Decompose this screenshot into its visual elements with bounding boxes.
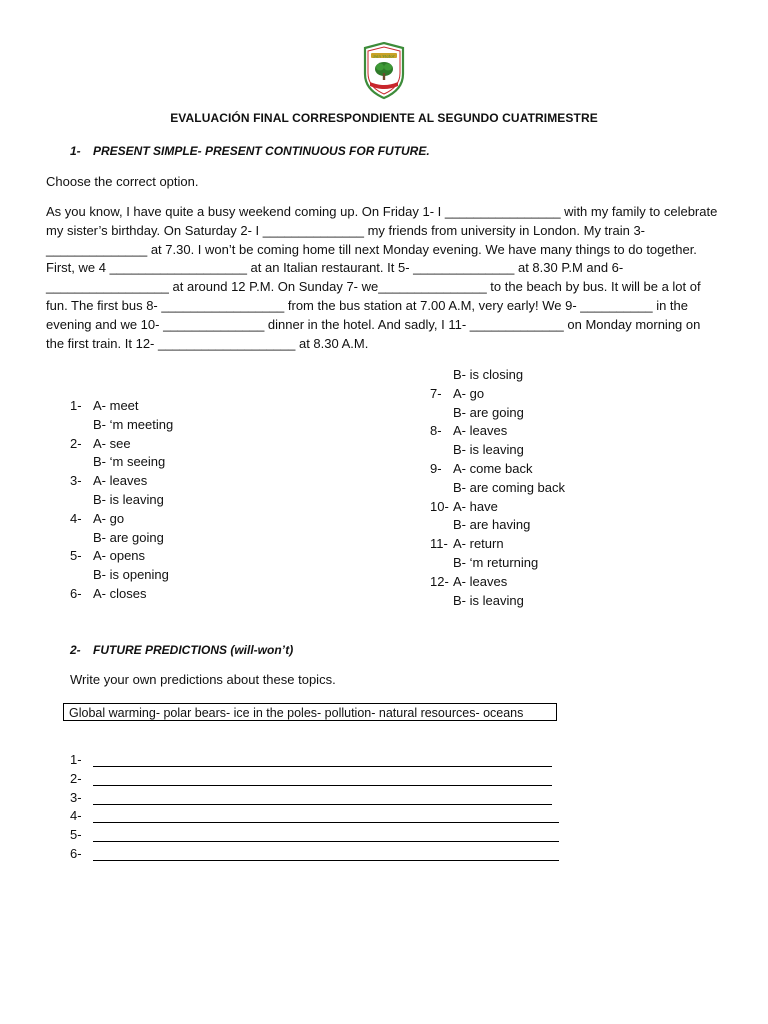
option-text: B- is opening: [93, 567, 169, 583]
answer-rule[interactable]: [93, 804, 552, 805]
option-text: B- is leaving: [453, 442, 524, 458]
option-number: 1-: [70, 398, 82, 413]
option-text: A- leaves: [453, 423, 508, 439]
fill-in-paragraph: [46, 203, 722, 353]
paragraph-line: _________________ at around 12 P.M. On Sunday 7- we_______________ to the beach by bus. It will be a lot of: [46, 279, 701, 295]
paragraph-line: fun. The first bus 8- _________________ from the bus station at 7.00 A.M, very early! We 9- __________ in the: [46, 297, 688, 313]
option-text: A- have: [453, 498, 498, 514]
option-number: 7-: [430, 385, 442, 401]
option-item: [430, 460, 650, 479]
option-item: [430, 479, 650, 498]
option-number: 11-: [430, 536, 448, 552]
section-2-number: 2-: [70, 643, 81, 657]
option-item: [70, 566, 270, 585]
option-item: [70, 416, 270, 435]
option-item: [70, 510, 270, 529]
exam-title: EVALUACIÓN FINAL CORRESPONDIENTE AL SEGUNDO CUATRIMESTRE: [170, 111, 598, 125]
options-column-left: [70, 397, 270, 604]
option-text: A- leaves: [453, 573, 508, 589]
option-item: [70, 435, 270, 454]
section-2-title: FUTURE PREDICTIONS (will-won’t): [93, 643, 294, 657]
school-crest-icon: [361, 42, 407, 100]
option-number: 12-: [430, 573, 449, 589]
option-text: B- is leaving: [453, 592, 524, 608]
section-1-heading: [70, 144, 430, 158]
section-2-instruction: Write your own predictions about these topics.: [70, 672, 336, 687]
option-item: [430, 385, 650, 404]
option-text: A- closes: [93, 585, 147, 601]
option-number: 2-: [70, 435, 82, 451]
option-number: 8-: [430, 423, 442, 439]
section-2-heading: [70, 643, 293, 657]
option-text: A- see: [93, 435, 131, 451]
option-item: [430, 422, 650, 441]
section-1-number: 1-: [70, 144, 81, 158]
crest-text: San Viator: [373, 53, 395, 59]
answer-line-number: 1-: [70, 752, 82, 767]
paragraph-line: ______________ at 7.30. I won’t be coming home till next Monday evening. We have many things to do together.: [46, 241, 697, 257]
topics-box: Global warming- polar bears- ice in the poles- pollution- natural resources- oceans: [63, 703, 557, 721]
option-number: 6-: [70, 585, 82, 601]
answer-rule[interactable]: [93, 766, 552, 767]
option-item: [70, 453, 270, 472]
option-number: 9-: [430, 460, 442, 476]
option-item: [430, 441, 650, 460]
option-number: 5-: [70, 548, 82, 564]
option-number: 3-: [70, 473, 82, 489]
option-text: A- come back: [453, 460, 533, 476]
options-column-right: [430, 366, 650, 610]
answer-rule[interactable]: [93, 785, 552, 786]
answer-rule[interactable]: [93, 841, 559, 842]
option-text: B- are coming back: [453, 479, 565, 495]
option-item: [430, 498, 650, 517]
option-item: [430, 554, 650, 573]
option-text: A- go: [453, 385, 485, 401]
answer-line-number: 3-: [70, 789, 82, 805]
option-number: 4-: [70, 510, 82, 526]
option-text: A- go: [93, 510, 125, 526]
option-item: [70, 472, 270, 491]
option-item: [70, 585, 270, 604]
paragraph-line: First, we 4 ___________________ at an Italian restaurant. It 5- ______________ at 8.30 P.M and 6-: [46, 260, 624, 276]
option-item: [70, 529, 270, 548]
paragraph-line: the first train. It 12- ___________________ at 8.30 A.M.: [46, 335, 369, 351]
option-item: [430, 535, 650, 554]
option-item: [70, 491, 270, 510]
option-item: [430, 516, 650, 535]
paragraph-line: my sister’s birthday. On Saturday 2- I ______________ my friends from university in London. My train 3-: [46, 222, 646, 238]
answer-line-number: 4-: [70, 808, 82, 824]
option-text: A- meet: [93, 398, 139, 413]
option-item: [70, 547, 270, 566]
option-text: B- ‘m seeing: [93, 454, 166, 470]
option-text: A- opens: [93, 548, 146, 564]
section-1-instruction: Choose the correct option.: [46, 174, 199, 189]
option-text: B- are going: [93, 529, 164, 545]
option-item: [430, 404, 650, 423]
option-item: [70, 397, 270, 416]
option-item: [430, 366, 650, 385]
option-item: [430, 573, 650, 592]
option-text: B- is leaving: [93, 491, 164, 507]
answer-line-number: 2-: [70, 770, 82, 786]
answer-line-number: 6-: [70, 846, 82, 861]
option-text: A- leaves: [93, 473, 148, 489]
answer-line-number: 5-: [70, 827, 82, 843]
option-number: 10-: [430, 498, 449, 514]
answer-rule[interactable]: [93, 860, 559, 861]
option-text: B- are having: [453, 517, 531, 533]
answer-rule[interactable]: [93, 822, 559, 823]
paragraph-line: evening and we 10- ______________ dinner in the hotel. And sadly, I 11- _____________ on Monday morning on: [46, 316, 701, 332]
option-item: [430, 592, 650, 611]
section-1-title: PRESENT SIMPLE- PRESENT CONTINUOUS FOR FUTURE.: [93, 144, 430, 158]
option-text: B- is closing: [453, 367, 524, 382]
option-text: A- return: [453, 536, 504, 552]
paragraph-line: As you know, I have quite a busy weekend coming up. On Friday 1- I ________________ with my family to celebrate: [46, 204, 718, 219]
option-text: B- ‘m meeting: [93, 416, 174, 432]
option-text: B- ‘m returning: [453, 554, 539, 570]
option-text: B- are going: [453, 404, 524, 420]
